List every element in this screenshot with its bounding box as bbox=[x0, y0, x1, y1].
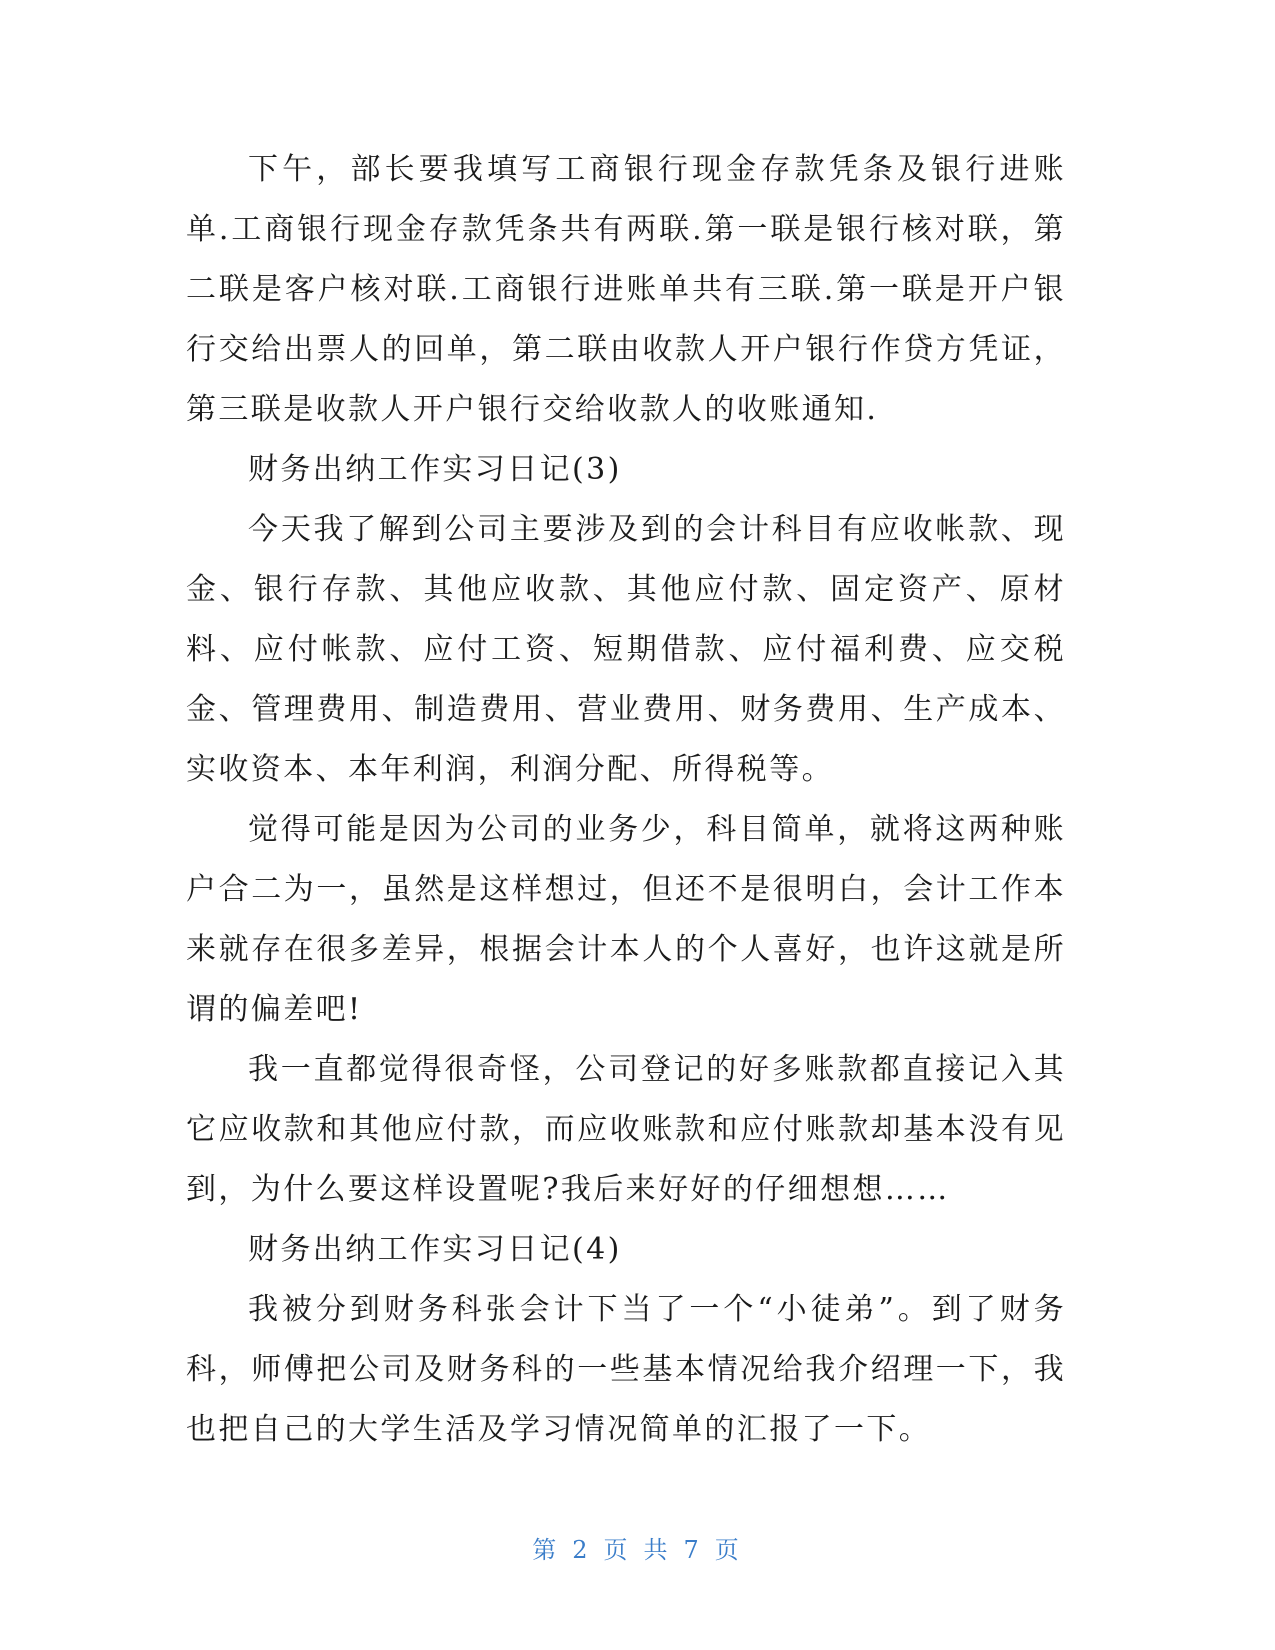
heading-diary-4: 财务出纳工作实习日记(4) bbox=[248, 1232, 622, 1267]
document-body bbox=[186, 140, 1066, 1460]
current-page-number: 2 bbox=[572, 1536, 592, 1564]
page-label-unit: 页 bbox=[603, 1536, 632, 1564]
paragraph-account-merge: 觉得可能是因为公司的业务少，科目简单，就将这两种账户合二为一，虽然是这样想过，但还不是很明白，会计工作本来就存在很多差异，根据会计本人的个人喜好，也许这就是所谓的偏差吧! bbox=[186, 812, 1066, 1027]
paragraph-receivables-question: 我一直都觉得很奇怪，公司登记的好多账款都直接记入其它应收款和其他应付款，而应收账款和应付账款却基本没有见到，为什么要这样设置呢?我后来好好的仔细想想…… bbox=[186, 1052, 1066, 1207]
heading-diary-3: 财务出纳工作实习日记(3) bbox=[248, 452, 622, 487]
paragraph-deposit-slips: 下午，部长要我填写工商银行现金存款凭条及银行进账单.工商银行现金存款凭条共有两联.第一联是银行核对联，第二联是客户核对联.工商银行进账单共有三联.第一联是开户银行交给出票人的回单，第二联由收款人开户银行作贷方凭证，第三联是收款人开户银行交给收款人的收账通知. bbox=[186, 152, 1066, 427]
total-pages-number: 7 bbox=[683, 1536, 703, 1564]
total-label: 共 bbox=[643, 1536, 672, 1564]
paragraph-accounting-subjects: 今天我了解到公司主要涉及到的会计科目有应收帐款、现金、银行存款、其他应收款、其他应付款、固定资产、原材料、应付帐款、应付工资、短期借款、应付福利费、应交税金、管理费用、制造费用、营业费用、财务费用、生产成本、实收资本、本年利润，利润分配、所得税等。 bbox=[186, 512, 1066, 787]
total-label-unit: 页 bbox=[714, 1536, 743, 1564]
page-label-prefix: 第 bbox=[532, 1536, 561, 1564]
page-number-footer bbox=[0, 1530, 1275, 1565]
paragraph-apprentice: 我被分到财务科张会计下当了一个“小徒弟”。到了财务科，师傅把公司及财务科的一些基本情况给我介绍理一下，我也把自己的大学生活及学习情况简单的汇报了一下。 bbox=[186, 1292, 1066, 1447]
